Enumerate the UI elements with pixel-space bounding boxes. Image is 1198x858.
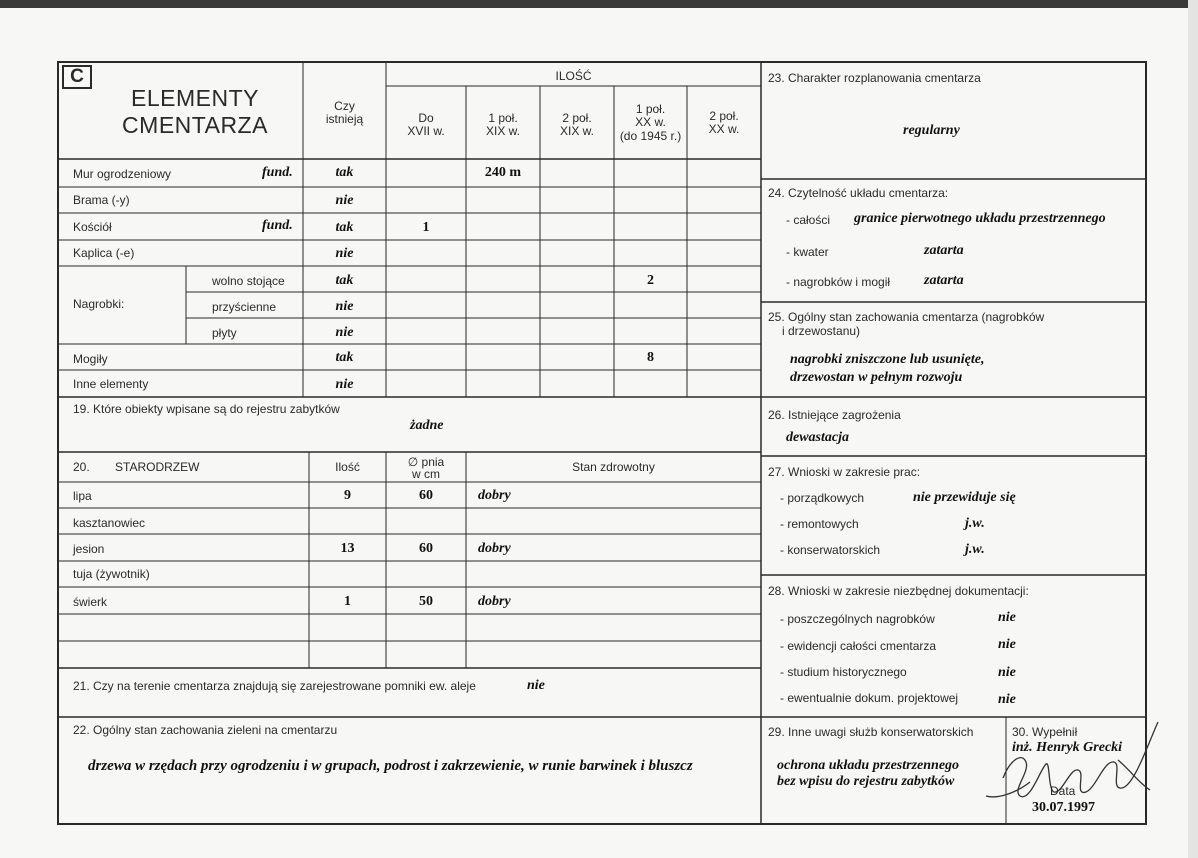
tree-health-swierk: dobry (478, 594, 511, 609)
element-qty-church: 1 (422, 220, 430, 235)
table-title-line1: ELEMENTY (131, 85, 259, 111)
q25-answer-line2: drzewostan w pełnym rozwoju (790, 370, 963, 385)
element-label-graves: Mogiły (73, 352, 108, 366)
period-header-5-sub: XX w. (708, 122, 740, 136)
element-label-chapel: Kaplica (-e) (73, 246, 135, 260)
section-letter: C (70, 66, 84, 87)
q28-label: 28. Wnioski w zakresie niezbędnej dokumentacji: (768, 584, 1029, 598)
element-exists-graves: tak (335, 350, 354, 365)
q27-item-label-3: - konserwatorskich (780, 543, 881, 557)
period-header-3: 2 poł. (562, 111, 592, 125)
tree-diameter-lipa: 60 (419, 488, 433, 503)
tree-health-lipa: dobry (478, 488, 511, 503)
period-header-3-sub: XIX w. (559, 124, 594, 138)
tree-diameter-swierk: 50 (419, 594, 433, 609)
q23-answer: regularny (903, 123, 960, 138)
tree-name-tuja: tuja (żywotnik) (73, 567, 150, 581)
period-header-2: 1 poł. (488, 111, 518, 125)
q30-name: inż. Henryk Grecki (1012, 740, 1123, 755)
element-exists-chapel: nie (335, 246, 354, 261)
tree-name-jesion: jesion (73, 542, 105, 556)
element-label-standing: wolno stojące (212, 274, 285, 288)
q25-answer-line1: nagrobki zniszczone lub usunięte, (790, 352, 985, 367)
element-exists-standing: tak (335, 273, 354, 288)
q30-date: 30.07.1997 (1032, 800, 1095, 815)
q20-col-health: Stan zdrowotny (572, 460, 655, 474)
q30-date-label: Data (1050, 784, 1076, 798)
element-exists-slabs: nie (335, 325, 354, 340)
q27-item-label-2: - remontowych (780, 517, 859, 531)
q19-answer: żadne (410, 418, 444, 433)
element-exists-wall-mounted: nie (335, 299, 354, 314)
q27-item-answer-2: j.w. (965, 516, 985, 531)
period-header-5: 2 poł. (709, 109, 739, 123)
q27-item-label-1: - porządkowych (780, 491, 865, 505)
q28-item-answer-4: nie (998, 692, 1016, 707)
q20-col-diameter-unit: w cm (412, 467, 440, 481)
q21-label: 21. Czy na terenie cmentarza znajdują się zarejestrowane pomniki ew. aleje (73, 679, 476, 693)
exists-header-line2: istnieją (325, 112, 364, 126)
period-header-4-range: (do 1945 r.) (619, 129, 682, 143)
period-header-4-sub: XX w. (635, 115, 666, 129)
q28-item-answer-3: nie (998, 665, 1016, 680)
q20-label: STARODRZEW (115, 460, 200, 474)
q24-item-label-2: - kwater (786, 245, 829, 259)
q24-item-answer-3: zatarta (924, 273, 964, 288)
q27-item-answer-1: nie przewiduje się (913, 490, 1016, 505)
q23-label: 23. Charakter rozplanowania cmentarza (768, 71, 981, 85)
element-note-wall: fund. (262, 165, 293, 180)
q26-answer: dewastacja (786, 430, 849, 445)
period-header-4: 1 poł. (635, 102, 666, 116)
element-exists-wall: tak (335, 165, 354, 180)
exists-header-line1: Czy (334, 99, 355, 113)
q28-item-label-4: - ewentualnie dokum. projektowej (780, 691, 959, 705)
q28-item-label-3: - studium historycznego (780, 665, 907, 679)
q21-answer: nie (527, 678, 545, 693)
q24-item-label-3: - nagrobków i mogił (786, 275, 891, 289)
element-label-gate: Brama (-y) (73, 193, 130, 207)
q25-label-cont: i drzewostanu) (782, 324, 861, 338)
q29-answer-line1: ochrona układu przestrzennego (777, 758, 960, 773)
element-label-wall-mounted: przyścienne (212, 300, 277, 314)
period-header-1-sub: XVII w. (407, 124, 445, 138)
element-label-other: Inne elementy (73, 377, 149, 391)
q20-col-count: Ilość (335, 460, 360, 474)
q29-answer-line2: bez wpisu do rejestru zabytków (777, 774, 955, 789)
tree-count-jesion: 13 (340, 541, 355, 556)
q19-label: 19. Które obiekty wpisane są do rejestru zabytków (73, 402, 340, 416)
q22-answer: drzewa w rzędach przy ogrodzeniu i w grupach, podrost i zakrzewienie, w runie barwinek i bluszcz (88, 758, 693, 774)
quantity-header: ILOŚĆ (555, 69, 592, 83)
element-qty-graves: 8 (647, 350, 654, 365)
q20-col-diameter: ∅ pnia (407, 455, 445, 469)
nagrobki-label: Nagrobki: (73, 297, 125, 311)
q28-item-answer-1: nie (998, 610, 1016, 625)
q29-label: 29. Inne uwagi służb konserwatorskich (768, 725, 974, 739)
element-note-church: fund. (262, 218, 293, 233)
table-title-line2: CMENTARZA (122, 112, 268, 138)
q27-item-answer-3: j.w. (965, 542, 985, 557)
element-qty-wall: 240 m (484, 165, 522, 180)
tree-health-jesion: dobry (478, 541, 511, 556)
tree-name-lipa: lipa (73, 489, 92, 503)
q20-number: 20. (73, 460, 90, 474)
q24-item-answer-1: granice pierwotnego układu przestrzennego (854, 211, 1106, 226)
tree-diameter-jesion: 60 (419, 541, 433, 556)
q28-item-answer-2: nie (998, 637, 1016, 652)
q25-label: 25. Ogólny stan zachowania cmentarza (nagrobków (768, 310, 1045, 324)
q28-item-label-2: - ewidencji całości cmentarza (780, 639, 937, 653)
element-label-wall: Mur ogrodzeniowy (73, 167, 172, 181)
q26-label: 26. Istniejące zagrożenia (768, 408, 901, 422)
element-exists-church: tak (335, 220, 354, 235)
tree-count-swierk: 1 (344, 594, 351, 609)
period-header-1: Do (418, 111, 434, 125)
element-exists-gate: nie (335, 193, 354, 208)
q28-item-label-1: - poszczególnych nagrobków (780, 612, 935, 626)
element-exists-other: nie (335, 377, 354, 392)
q24-item-label-1: - całości (786, 213, 831, 227)
tree-name-kasztanowiec: kasztanowiec (73, 516, 146, 530)
tree-count-lipa: 9 (344, 488, 351, 503)
q30-label: 30. Wypełnił (1012, 725, 1078, 739)
tree-name-swierk: świerk (73, 595, 108, 609)
q22-label: 22. Ogólny stan zachowania zieleni na cmentarzu (73, 723, 338, 737)
period-header-2-sub: XIX w. (485, 124, 520, 138)
element-qty-standing: 2 (647, 273, 654, 288)
element-label-slabs: płyty (212, 326, 237, 340)
q27-label: 27. Wnioski w zakresie prac: (768, 465, 921, 479)
element-label-church: Kościół (73, 220, 112, 234)
q24-label: 24. Czytelność układu cmentarza: (768, 186, 949, 200)
q24-item-answer-2: zatarta (924, 243, 964, 258)
